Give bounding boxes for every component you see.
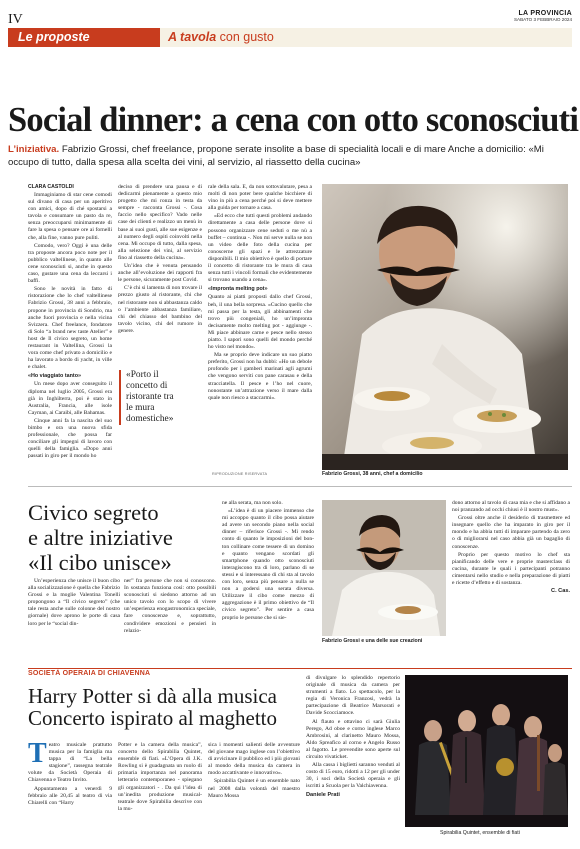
article1-column-2 bbox=[118, 184, 202, 336]
article3-column-3 bbox=[208, 742, 300, 801]
paragraph: Al flauto e ottavino ci sarà Giulia Perego, Ad oboe e corno inglese Marco Ambrosini, al clarinetto Mauro Mossa, Aldo Spreafico al corno e Angelo Russo al fagotto. Le prevendite sono aperte sul circuito vivaticket. bbox=[306, 718, 400, 761]
subheading: «Ho viaggiato tanto» bbox=[28, 373, 82, 380]
article-deck bbox=[8, 144, 572, 169]
paragraph: Un’idea che è venuta pensando anche all’evoluzione dei rapporti fra le persone, sicuramente post Covid. bbox=[118, 263, 202, 284]
article3-column-4 bbox=[306, 675, 400, 800]
section-divider-2 bbox=[28, 668, 572, 669]
page-number: IV bbox=[8, 12, 23, 27]
caption-text: Fabrizio Grossi, 38 anni, chef a domicilio bbox=[322, 471, 423, 477]
paragraph: ner” fra persone che non si conoscono. In sostanza funziona così: otto possibili sconosciuti si siedono attorno ad un unico tavolo con lo scopo di vivere un’esperienza enogastronomica speciale, fare conoscenze e, soprattutto, condividere emozioni e pensieri in relazio- bbox=[124, 578, 216, 634]
chef-photo bbox=[322, 184, 568, 470]
section-title-bold: A tavola bbox=[168, 30, 217, 44]
signature: Daniele Prati bbox=[306, 791, 340, 798]
paragraph: Un’esperienza che unisce il buon cibo alla socializzazione è quella che Fabrizio Grossi e la moglie Valentina Tonelli propongono a “Il civico segreto” (che tale resta anche sulle colonne del nostro giornale) dove aprono le porte di casa loro per le “social din- bbox=[28, 578, 120, 627]
headline-line: Harry Potter si dà alla musica bbox=[28, 684, 278, 708]
article1-column-1 bbox=[28, 192, 112, 461]
paragraph: Alla cassa i biglietti saranno venduti al costo di 15 euro, ridotti a 12 per gli under 30, i soci della Società operaia e gli iscritti a Scuola per la Valchiavenna. bbox=[306, 762, 400, 790]
paragraph: Potter e la camera della musica”, concerto dello Spirabilia Quintet, ensemble di fiati. «L’Opera di J.K. Rowling si è guadagnata un ruolo di primaria importanza nel panorama letterario contemporaneo - spiegano gli organizzatori - . Da qui l’idea di un’inedita produzione musical-teatrale dove Spirabilia descrive con la mu- bbox=[118, 742, 202, 812]
paragraph: «L’idea è di un piacere immenso che mi accoppo quanto il cibo possa aiutare ad avere un secondo piano nella social dinner – riferisce Grossi -. Mi rendo conto di quanto le imposizioni del bon-ton collinare come tessere di un domino e quanto vengano scordati gli smartphone quando otto sconosciuti interagiscono tra di loro, parlano di se stessi e si interessano di chi sta al tavolo con loro, senza più pensare a nulla se non a godersi una serata diversa. Utilizzare il cibo come mezzo di aggregazione è il primo obiettivo de “Il civico segreto”. Per sentire a casa proprio le persone che si sie- bbox=[222, 508, 314, 621]
paragraph: deciso di prendere una pausa e di dedicarmi pienamente a questo mio progetto che mi ronza in testa da sempre - racconta Grossi -. Cosa faccio nello specifico? Vado nelle case dei clienti e realizzo un menù in base ai suoi gusti, alle sue esigenze e al numero degli ospiti coinvolti nella cena. Mi occupo di tutto, dalla spesa, alla selezione dei vini, al servizio fino al riassetto della cucina». bbox=[118, 184, 202, 261]
deck-kicker: L’iniziativa. bbox=[8, 144, 60, 155]
section-tag: Le proposte bbox=[8, 28, 160, 47]
article3-column-2 bbox=[118, 742, 202, 814]
wind-quintet-image bbox=[405, 675, 568, 827]
article1-column-3 bbox=[208, 184, 312, 403]
issue-date: SABATO 3 FEBBRAIO 2024 bbox=[513, 17, 572, 22]
paragraph: Quanto ai piatti proposti dallo chef Grossi, beh, il una bella sorpresa. «Cucino quello che mi passa per la testa, gli abbinamenti che trovo più congeniali, ho un’impronta decisamente molto melting pot - aggiunge -. Mi piace abbinare carne e pesce nello stesso piatto. I sapori sono quelli del mondo perché ho visto nel mondo». bbox=[208, 294, 312, 351]
paragraph: Sono le novità in fatto di ristorazione che lo chef valtellinese Fabrizio Grossi, 38 anni a febbraio, propone in provincia di Sondrio, ma anche fuori provincia e nella vicina Svizzera. Chef freelance, fondatore di Solo “a brand new taste Atelier” e host de Il civico segreto, un home restaurant in Valtellina, Grossi la vora come chef privato a domicilio e ha lavorato a bordo di yacht, in ville e chalet. bbox=[28, 286, 112, 371]
paragraph: Appuntamento a venerdì 9 febbraio alle 20,45 al teatro di via Chiarelli con “Harry bbox=[28, 785, 112, 806]
headline-line: Civico segreto bbox=[28, 500, 159, 525]
paragraph: Immaginiamo di star cene comodi sul divano di casa per un aperitivo con amici, dopo di ché spostarsi a tavola e consumare un pasto da re, senza preoccuparsi minimamente di fare la spesa o pensare ore ai fornelli che, alla fine, vanno pure puliti. bbox=[28, 192, 112, 241]
dropcap: T bbox=[28, 738, 47, 769]
headline-line: «Il cibo unisce» bbox=[28, 550, 172, 575]
article2-column-4 bbox=[452, 500, 570, 596]
paragraph: Comodo, vero? Oggi è una delle tra proposte ancora poco note per il pubblico valtellinese, in quanto alle cene sconosciuti si, anche in questo caso, gustare una cena da leccarsi i baffi. bbox=[28, 242, 112, 285]
photo-caption-2 bbox=[322, 638, 422, 644]
photo-caption bbox=[322, 471, 423, 477]
newspaper-name: LA PROVINCIA bbox=[518, 10, 572, 17]
section-divider bbox=[28, 486, 572, 487]
subheading: «Impronta melting pot» bbox=[208, 286, 268, 293]
paragraph: Proprio per questo motivo lo chef sta pianificando delle vere e proprie masterclass di cucina, durante le quali i partecipanti potranno cimentarsi nello studio e nella preparazione di piatti e ricette d’effetto e di sostanza. bbox=[452, 551, 570, 587]
section-title-light: con gusto bbox=[216, 30, 274, 44]
paragraph: Un mese dopo aver conseguito il diploma nel luglio 2005, Grossi era già in Inghilterra, poi è stato in Australia, Francia, alle isole Cayman, ai Caraibi, alle Bahamas. bbox=[28, 381, 112, 416]
article2-column-1 bbox=[28, 578, 120, 629]
section-title bbox=[168, 28, 274, 47]
caption-text: Fabrizio Grossi e una delle sue creazioni bbox=[322, 638, 423, 644]
paragraph: di divulgare lo splendido repertorio originale di musica da camera per strumenti a fiato. Lo spettacolo, per la regia di Veronica Franzosi, vedrà la partecipazione di Beatrice Marsorati e Davide Scocciamoce. bbox=[306, 675, 400, 717]
headline-line: Concerto ispirato al maghetto bbox=[28, 706, 278, 730]
paragraph: ne alla serata, ma non solo. bbox=[222, 500, 283, 506]
headline-line: e altre iniziative bbox=[28, 525, 173, 550]
article3-headline bbox=[28, 685, 277, 729]
deck-text: Fabrizio Grossi, chef freelance, propone serate insolite a base di specialità locali e di mare Anche a domicilio: «Mi occupo di tutto, dalla spesa alla scelta dei vini, al servizio, al riassetto della cucina» bbox=[8, 144, 544, 168]
paragraph: dono attorno al tavolo di casa mia e che si affidano a noi pranzando ad occhi chiusi è il nostro must». bbox=[452, 500, 570, 514]
byline: CLARA CASTOLDI bbox=[28, 184, 74, 190]
paragraph: Spirabilia Quintet è un ensemble nato nel 2008 dalla volontà del maestro Mauro Mossa bbox=[208, 778, 300, 799]
paragraph: C’è chi si lamenta di non trovare il prezzo giusto al ristorante, chi che nel ristorante non si abbastanza caldo o l’ambiente abbastanza familiare, chi del chiasso del bambino del tavolo vicino, chi del rumore in genere. bbox=[118, 285, 202, 334]
paragraph: Cinque anni fa la nascita del suo bimbo e ora una nuova sfida professionale, che possa far conciliare gli impegni di lavoro con quelli della famiglia. «Dopo anni passati in giro per il mondo ho bbox=[28, 417, 112, 460]
chef-plating-image bbox=[322, 184, 568, 470]
photo-caption-3: Spirabilia Quintet, ensemble di fiati bbox=[440, 830, 520, 836]
chef-with-dish-photo bbox=[322, 500, 446, 636]
signature: C. Cas. bbox=[551, 588, 570, 595]
article3-section-label: SOCIETÀ OPERAIA DI CHIAVENNA bbox=[28, 670, 151, 677]
photo-credit: RIPRODUZIONE RISERVATA bbox=[212, 472, 268, 476]
paragraph-text: eatro musicale prattutto musica per la famiglia ma tappa di “La bella stagione”, rassegna teatrale volute da Società Operaia di Chiavenna e Teatro Invito. bbox=[28, 742, 112, 784]
paragraph bbox=[28, 738, 112, 785]
article3-column-1 bbox=[28, 738, 112, 808]
paragraph: Ma se proprio deve indicare un suo piatto preferito, Grossi non ha dubbi: «Ho un debole profondo per i gamberi marinati agli agrumi che vengono serviti con pane carasau e della stracciatella. Il pesce e l’ho nel cuore, nonostante un’attrazione verso il mare dalla quale non riesco a staccarmi». bbox=[208, 352, 312, 401]
masthead bbox=[514, 10, 572, 22]
quintet-photo bbox=[405, 675, 568, 827]
pull-quote: «Porto il concetto di ristorante tra le mura domestiche» bbox=[119, 370, 179, 425]
article2-column-3 bbox=[222, 500, 314, 623]
paragraph: «Ed ecco che tutti questi problemi andando direttamente a casa delle persone dove si possono organizzare cene seduti o me nù a buffet – continua -. Non mi serve nulla se non un video delle foto della cucina per conoscerne gli spazi e le attrezzature disponibili. Il mio obiettivo è quello di portare il concetto di ristorante tra le mura di casa senza tutti i vincoli formali che evidentemente si trovano usando a cena». bbox=[208, 213, 312, 284]
article2-headline bbox=[28, 500, 173, 575]
main-headline: Social dinner: a cena con otto sconosciuti bbox=[8, 101, 579, 139]
article2-column-2 bbox=[124, 578, 216, 636]
paragraph: Grossi oltre anche il desiderio di trasmettere ed insegnare quello che ha imparato in giro per il mondo e ha abbia tutti di imparare partendo da zero o di migliorarsi nel caso abbia già un bagaglio di conoscenze. bbox=[452, 515, 570, 550]
paragraph: sica i momenti salienti delle avventure del giovane mago inglese con l’obiettivo di avvicinare il pubblico ed i più giovani al mondo della musica da camera in modo accattivante e innovativo». bbox=[208, 742, 300, 777]
chef-with-dish-image bbox=[322, 500, 446, 636]
paragraph: rale della sala. E, da non sottovalutare, pesa a molti di non poter bere qualche bicchiere di vino in più a cena perché poi si deve mettere alla guida per tornare a casa. bbox=[208, 184, 312, 212]
